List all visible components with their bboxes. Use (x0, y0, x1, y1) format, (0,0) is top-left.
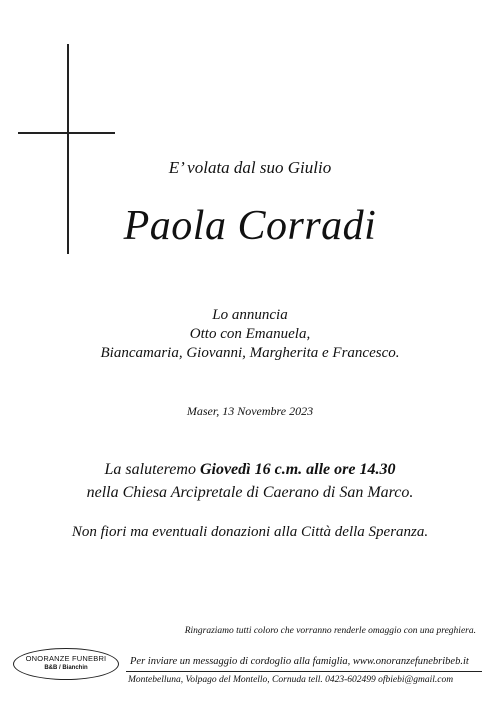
flowers-note: Non fiori ma eventuali donazioni alla Città della Speranza. (71, 524, 429, 540)
address-line: Montebelluna, Volpago del Montello, Cornuda tell. 0423-602499 ofbiebi@gmail.com (128, 675, 454, 685)
announcement-block (0, 306, 500, 363)
announcement-line-2: Otto con Emanuela, (189, 326, 311, 342)
funeral-when: Giovedì 16 c.m. alle ore 14.30 (199, 461, 396, 478)
funeral-prefix: La saluteremo (104, 461, 200, 478)
logo-bottom-text: B&B / Bianchin (44, 665, 88, 671)
footer-divider (126, 671, 482, 672)
thanks-note: Ringraziamo tutti coloro che vorranno renderle omaggio con una preghiera. (184, 626, 476, 636)
funeral-place: nella Chiesa Arcipretale di Caerano di San Marco. (86, 484, 414, 501)
funeral-when-line (0, 458, 500, 481)
contact-line: Per inviare un messaggio di cordoglio alla famiglia, www.onoranzefunebribeb.it (130, 656, 469, 667)
funeral-home-logo (13, 648, 119, 680)
place-date: Maser, 13 Novembre 2023 (186, 404, 314, 418)
intro-text: E’ volata dal suo Giulio (168, 158, 332, 177)
deceased-name: Paola Corradi (123, 203, 377, 249)
funeral-info (0, 458, 500, 504)
logo-top-text: ONORANZE FUNEBRI (25, 654, 107, 663)
announcement-line-1: Lo annuncia (212, 307, 288, 323)
announcement-line-3: Biancamaria, Giovanni, Margherita e Francesco. (100, 345, 400, 361)
cross-horizontal-bar (18, 132, 115, 134)
